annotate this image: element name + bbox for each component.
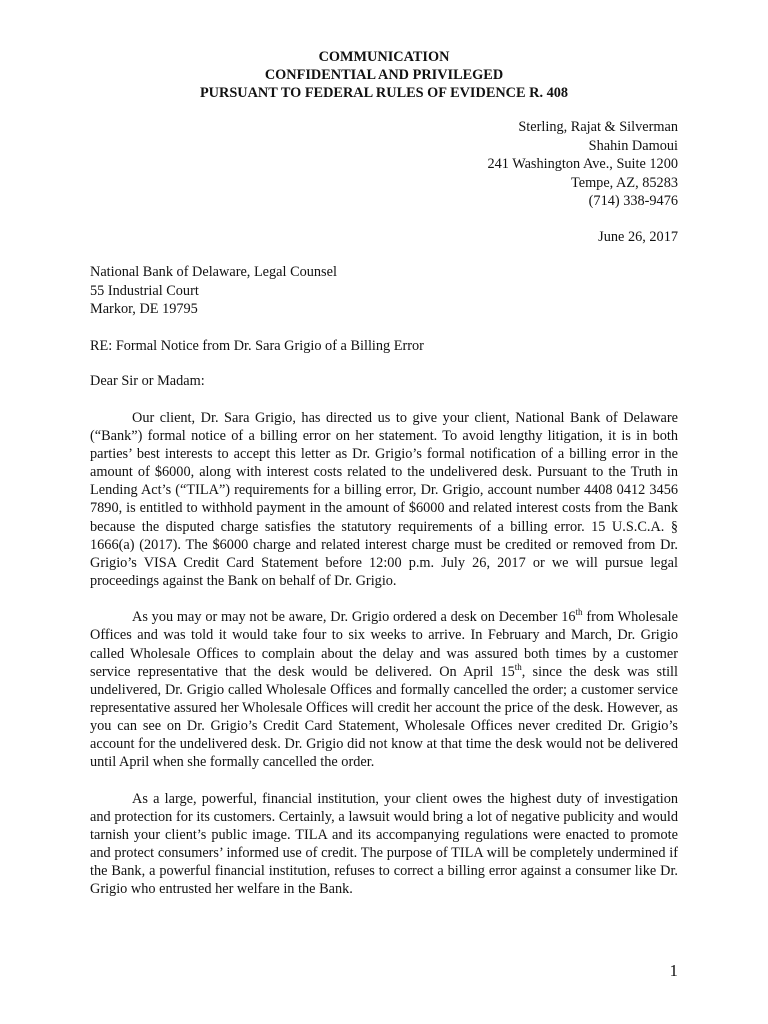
paragraph-duty-of-bank: As a large, powerful, financial institution, your client owes the highest duty of investigation and protection for its customers. Certainly, a lawsuit would bring a lot of negative publicity and would tarnish your client’s public image. TILA and its accompanying regulations were enacted to promote and protect consumers’ informed use of credit. The purpose of TILA will be completely undermined if the Bank, a powerful financial institution, refuses to correct a billing error against a consumer like Dr. Grigio who entrusted her welfare in the Bank. <box>90 790 678 898</box>
paragraph-text: As you may or may not be aware, Dr. Grigio ordered a desk on December 16 <box>132 609 576 626</box>
heading-line-communication: COMMUNICATION <box>318 49 450 65</box>
paragraph-desk-order-history <box>90 608 678 771</box>
heading-line-evidence-rule: PURSUANT TO FEDERAL RULES OF EVIDENCE R. 408 <box>199 85 569 101</box>
salutation: Dear Sir or Madam: <box>90 373 205 390</box>
subject-line: RE: Formal Notice from Dr. Sara Grigio of a Billing Error <box>90 338 424 355</box>
sender-city: Tempe, AZ, 85283 <box>570 174 678 191</box>
sender-phone: (714) 338-9476 <box>588 193 678 210</box>
sender-street: 241 Washington Ave., Suite 1200 <box>487 156 678 173</box>
paragraph-text: from Wholesale Offices and was told it would take four to six weeks to arrive. In February and March, Dr. Grigio called Wholesale Offices to complain about the delay and was assured both times by a customer service representative that the desk would be delivered. On April 15 <box>90 609 678 680</box>
recipient-address-block <box>90 263 678 319</box>
page-number: 1 <box>669 961 678 980</box>
letter-date: June 26, 2017 <box>598 228 678 245</box>
heading-line-confidential: CONFIDENTIAL AND PRIVILEGED <box>264 67 504 83</box>
paragraph-billing-error-notice: Our client, Dr. Sara Grigio, has directed us to give your client, National Bank of Delaware (“Bank”) formal notice of a billing error on her statement. To avoid lengthy litigation, it is in both parties’ best interests to accept this letter as Dr. Grigio’s formal notification of a billing error in the amount of $6000, along with interest costs related to the undelivered desk. Pursuant to the Truth in Lending Act’s (“TILA”) requirements for a billing error, Dr. Grigio, account number 4408 0412 3456 7890, is entitled to withhold payment in the amount of $6000 and related interest costs from the Bank because the disputed charge satisfies the statutory requirements of a billing error. 15 U.S.C.A. § 1666(a) (2017). The $6000 charge and related interest charge must be credited or removed from Dr. Grigio’s VISA Credit Card Statement before 12:00 p.m. July 26, 2017 or we will pursue legal proceedings against the Bank on behalf of Dr. Grigio. <box>90 409 678 590</box>
sender-name: Shahin Damoui <box>588 137 678 154</box>
recipient-street: 55 Industrial Court <box>90 282 199 299</box>
letter-heading <box>90 48 678 102</box>
paragraph-text: , since the desk was still undelivered, Dr. Grigio called Wholesale Offices and formally cancelled the order; a customer service representative assured her Wholesale Offices will credit her account the price of the desk. However, as you can see on Dr. Grigio’s Credit Card Statement, Wholesale Offices never credited Dr. Grigio’s account for the undelivered desk. Dr. Grigio did not know at that time the desk would not be delivered until April when she formally cancelled the order. <box>90 663 679 771</box>
recipient-name: National Bank of Delaware, Legal Counsel <box>90 264 337 281</box>
sender-address-block <box>90 118 678 211</box>
recipient-city: Markor, DE 19795 <box>90 301 198 318</box>
ordinal-suffix: th <box>514 661 522 672</box>
ordinal-suffix: th <box>575 607 583 618</box>
sender-firm: Sterling, Rajat & Silverman <box>518 119 678 135</box>
letter-page <box>90 48 678 913</box>
